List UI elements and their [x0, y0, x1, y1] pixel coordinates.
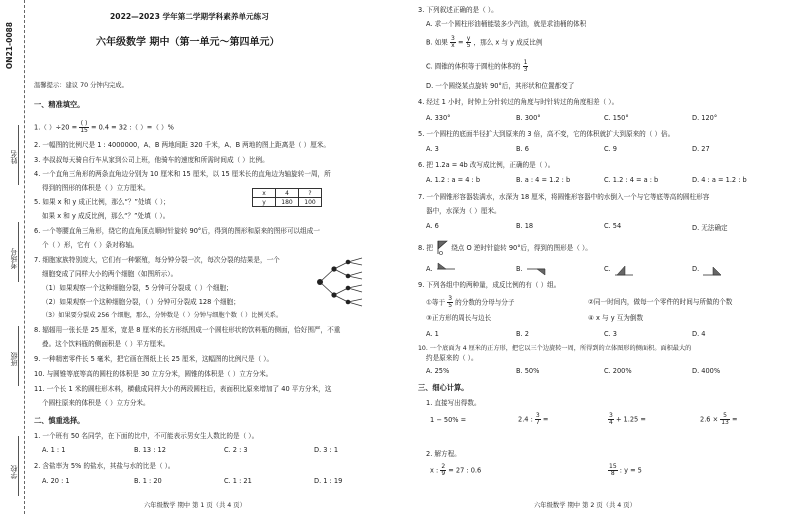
exam-code: ON21-0088	[5, 22, 14, 70]
xy-cell: 180	[276, 198, 299, 207]
exam-title: 2022—2023 学年第二学期学科素养单元练习	[110, 12, 269, 21]
s1-q8a: 8. 辐辐用一张长是 25 厘米，宽是 8 厘米的长方形纸围成一个圆柱形状的饮料瓶的侧面，恰好围严，不重	[34, 326, 341, 334]
s3-eq2-frac: $\frac{15}{8}$	[609, 463, 617, 477]
s1-q1	[34, 121, 174, 134]
s2-q8-option-d[interactable]	[692, 262, 723, 276]
s2-q4-option-b[interactable]: B. 300°	[516, 114, 541, 122]
s1-q5b: 如果 x 和 y 成反比例，那么“？”处填（ ）。	[42, 212, 170, 220]
s2-q3-d: D. 一个圆绕某点旋转 90°后，其形状和位置都变了	[426, 82, 575, 90]
room-label: 考场号	[10, 248, 18, 269]
s2-q8-option-b[interactable]	[516, 262, 547, 276]
s2-q10-option-b[interactable]: B. 50%	[516, 367, 540, 375]
class-line	[18, 326, 19, 386]
s2-q1-option-d[interactable]: D. 3 : 1	[314, 446, 339, 454]
s1-q1-text: 1.（ ）÷20 =	[34, 123, 78, 132]
s1-q7d: （2）如果观察一个这种细胞分裂，（ ）分钟可分裂成 128 个细胞；	[42, 298, 240, 306]
s2-q10a: 10. 一个底面为 4 厘米的正方形，把它以三个边旋转一周，所得到的立体图形的侧面积。面积最大的	[418, 345, 692, 352]
s2-q8	[418, 240, 592, 256]
s2-q1-option-a[interactable]: A. 1 : 1	[42, 446, 66, 454]
svg-text:O: O	[439, 251, 444, 256]
s2-q10-option-d[interactable]: D. 400%	[692, 367, 721, 375]
s2-q6: 6. 把 1.2a = 4b 改写成比例，正确的是（ ）。	[418, 161, 555, 169]
section3-title: 三、细心计算。	[418, 383, 469, 392]
s2-q7-option-b[interactable]: B. 18	[516, 222, 534, 230]
s1-q6b: 个（ ）形，它有（ ）条对称轴。	[42, 241, 139, 249]
s3-expr1: 1 − 50% =	[430, 416, 467, 424]
s1-q7b: 细胞变成了同样大小的两个细胞（如图所示）。	[42, 270, 178, 278]
s2-q9-item1-frac: $\frac{3}{5}$	[448, 295, 453, 309]
s2-q10-option-c[interactable]: C. 200%	[604, 367, 632, 375]
s1-q7e: （3）如果要分裂成 256 个细胞，那么，分钟数是（ ）分钟与细胞个数（ ）比例关系。	[42, 312, 283, 319]
s3-expr4: 2.6 × $\frac{5}{13}$ =	[700, 412, 738, 426]
flag-shape-icon	[435, 240, 449, 256]
s2-q3-b-lead: B. 如果	[426, 38, 448, 47]
s2-q2-option-b[interactable]: B. 1 : 20	[134, 477, 162, 485]
xy-cell: x	[253, 189, 276, 198]
s2-q9-option-d[interactable]: D. 4	[692, 330, 706, 338]
footer-right: 六年级数学 期中 第 2 页（共 4 页）	[534, 502, 636, 509]
s2-q9: 9. 下列各组中的两种量，成反比例的有（ ）组。	[418, 281, 561, 289]
s3-eq1-tail: = 27 : 0.6	[448, 466, 482, 475]
s2-q3-b-tail: ，那么 x 与 y 成反比例	[473, 38, 543, 47]
s2-q10-option-a[interactable]: A. 25%	[426, 367, 450, 375]
class-label: 班级	[10, 352, 18, 366]
s2-q3: 3. 下列叙述正确的是（ ）。	[418, 6, 498, 14]
s1-q7a: 7. 细胞家族特别庞大，它们有一种繁殖，每分钟分裂一次，每次分裂的结果是，一个	[34, 256, 280, 264]
s2-q3-c-text: C. 圆锥的体积等于圆柱的体积的	[426, 62, 521, 71]
s3-expr4-frac: $\frac{5}{13}$	[721, 412, 729, 426]
xy-table	[252, 188, 322, 207]
xy-cell: 4	[276, 189, 299, 198]
xy-cell: 100	[299, 198, 322, 207]
s2-q9-option-a[interactable]: A. 1	[426, 330, 439, 338]
s2-q2: 2. 含盐率为 5% 的盐水，其盐与水的比是（ ）。	[34, 462, 175, 470]
s2-q9-item1-lead: ①等于	[426, 298, 446, 307]
s2-q9-item4: ④ x 与 y 互为倒数	[588, 314, 644, 322]
s2-q6-option-c[interactable]: C. 1.2 : 4 = a : b	[604, 176, 659, 184]
s2-q2-option-c[interactable]: C. 1 : 21	[224, 477, 252, 485]
binding-dash-line	[24, 0, 25, 514]
s1-q11a: 11. 一个长 1 米的圆柱形木料，横截成同样大小的两段圆柱后，表面积比原来增加了 40 平方分米，这	[34, 385, 332, 393]
s3-eq1-frac: $\frac{2}{9}$	[441, 463, 446, 477]
s3-expr3-frac: $\frac{3}{4}$	[609, 412, 613, 426]
name-line	[18, 125, 19, 185]
s2-q1-option-b[interactable]: B. 13 : 12	[134, 446, 166, 454]
s2-q4-option-c[interactable]: C. 150°	[604, 114, 629, 122]
s2-q3-c	[426, 60, 528, 73]
s3-eq2-tail: : y = 5	[619, 466, 642, 475]
school-line	[18, 436, 19, 496]
rotated-flag-d-icon	[701, 262, 723, 276]
s2-q1: 1. 一个班有 50 名同学，在下面的比中，不可能表示男女生人数比的是（ ）。	[34, 432, 259, 440]
s1-q6a: 6. 一个等腰直角三角形，绕它的直角顶点顺时针旋转 90°后，得到的图形和原来的图形可以组成一	[34, 227, 320, 235]
s1-q3: 3. 李叔叔每天骑自行车从家到公司上班，他骑车的速度和所需时间成（ ）比例。	[34, 156, 269, 164]
s1-q1-text2: = 0.4 = 32 :（ ）=（ ）%	[90, 123, 174, 132]
s1-q1-fraction: $\frac{( )}{15}$	[80, 120, 88, 134]
s2-q1-option-c[interactable]: C. 2 : 3	[224, 446, 248, 454]
s1-q4a: 4. 一个直角三角形的两条直角边分别为 10 厘米和 15 厘米，以 15 厘米长的直角边为轴旋转一周，所	[34, 170, 331, 178]
s3-part2: 2. 解方程。	[426, 450, 461, 458]
option-label: C.	[604, 265, 611, 273]
s3-expr2-frac: $\frac{3}{7}$	[535, 412, 540, 426]
s2-q9-option-b[interactable]: B. 2	[516, 330, 529, 338]
s3-expr2-lead: 2.4 :	[518, 415, 533, 424]
s2-q9-option-c[interactable]: C. 3	[604, 330, 617, 338]
s3-eq1-lead: x :	[430, 466, 439, 475]
s3-part1: 1. 直接写出得数。	[426, 399, 481, 407]
cell-division-diagram	[312, 254, 372, 310]
s2-q8-option-c[interactable]	[604, 262, 635, 276]
name-label: 姓名	[10, 150, 18, 164]
s2-q3-a: A. 求一个圆柱形油桶能装多少汽油，就是求油桶的体积	[426, 20, 587, 28]
s2-q6-option-d[interactable]: D. 4 : a = 1.2 : b	[692, 176, 747, 184]
s2-q9-item1-tail: 的分数的分母与分子	[455, 298, 515, 307]
s2-q6-option-a[interactable]: A. 1.2 : a = 4 : b	[426, 176, 481, 184]
s2-q9-item1	[426, 296, 515, 309]
s2-q7a: 7. 一个圆锥形容器装满水，水深为 18 厘米，将圆锥形容器中的水倒入一个与它等底等高的圆柱形容	[418, 193, 710, 201]
s2-q3-b-frac1: $\frac{3}{x}$	[451, 35, 455, 49]
s2-q3-b: B. 如果 $\frac{3}{x}$ = $\frac{y}{5}$ ，那么 x 与 y 成反比例	[426, 35, 543, 49]
s1-q9: 9. 一种精密零件长 5 毫米，把它画在图纸上长 25 厘米，这幅图的比例尺是（ ）。	[34, 355, 274, 363]
s2-q8-tail: 绕点 O 逆时针旋转 90°后，得到的图形是（ ）。	[451, 244, 592, 252]
s2-q5-option-b[interactable]: B. 6	[516, 145, 529, 153]
section1-title: 一、精准填空。	[34, 100, 85, 109]
s2-q7-option-d[interactable]: D. 无法确定	[692, 224, 728, 232]
s2-q5: 5. 一个圆柱的底面半径扩大到原来的 3 倍，高不变，它的体积就扩大到原来的（ ）倍。	[418, 130, 675, 138]
s2-q7b: 器中，水深为（ ）厘米。	[426, 207, 501, 215]
s1-q2: 2. 一幅图的比例尺是 1 : 4000000，A、B 两地间距 320 千米，A、B 两地的图上距离是（ ）厘米。	[34, 141, 330, 149]
s2-q7-option-a[interactable]: A. 6	[426, 222, 439, 230]
s2-q2-option-a[interactable]: A. 20 : 1	[42, 477, 70, 485]
s2-q4-option-a[interactable]: A. 330°	[426, 114, 451, 122]
s2-q9-item2: ②同一时间内，做每一个零件的时间与所做的个数	[588, 298, 733, 306]
room-line	[18, 222, 19, 282]
s2-q6-option-b[interactable]: B. a : 4 = 1.2 : b	[516, 176, 571, 184]
s2-q8-option-a[interactable]	[426, 262, 457, 276]
option-label: D.	[692, 265, 700, 273]
s2-q4: 4. 经过 1 小时，时钟上分针转过的角度与时针转过的角度相差（ ）。	[418, 98, 619, 106]
s3-expr3-tail: + 1.25 =	[615, 415, 646, 424]
s1-q5a: 5. 如果 x 和 y 成正比例，那么“？”处填（ ）；	[34, 198, 170, 206]
s2-q10b: 约是原来的（ ）。	[426, 354, 478, 362]
section2-title: 二、慎重选择。	[34, 416, 85, 425]
option-label: B.	[516, 265, 523, 273]
s2-q2-option-d[interactable]: D. 1 : 19	[314, 477, 343, 485]
s2-q4-option-d[interactable]: D. 120°	[692, 114, 718, 122]
s3-eq1	[430, 464, 481, 477]
s2-q7-option-c[interactable]: C. 54	[604, 222, 622, 230]
rotated-flag-c-icon	[613, 262, 635, 276]
s2-q5-option-d[interactable]: D. 27	[692, 145, 710, 153]
rotated-flag-b-icon	[525, 262, 547, 276]
s2-q5-option-a[interactable]: A. 3	[426, 145, 439, 153]
xy-cell: y	[253, 198, 276, 207]
xy-cell: ?	[299, 189, 322, 198]
footer-left: 六年级数学 期中 第 1 页（共 4 页）	[144, 502, 246, 509]
s2-q5-option-c[interactable]: C. 9	[604, 145, 617, 153]
school-label: 学校	[10, 465, 18, 479]
s3-expr3	[608, 413, 646, 426]
s1-q4b: 得到的图形的体积是（ ）立方厘米。	[42, 184, 150, 192]
s1-q7c: （1）如果观察一个这种细胞分裂，5 分钟可分裂成（ ）个细胞；	[42, 284, 233, 292]
s1-q10: 10. 与圆锥等底等高的圆柱的体积是 30 立方分米，圆锥的体积是（ ）立方分米。	[34, 370, 273, 378]
exam-subtitle: 六年级数学 期中（第一单元～第四单元）	[96, 37, 280, 48]
s2-q3-b-frac2: $\frac{y}{5}$	[466, 35, 471, 49]
s3-expr4-lead: 2.6 ×	[700, 415, 719, 424]
hint-text: 温馨提示：建议 70 分钟内完成。	[34, 82, 128, 89]
s2-q9-item3: ③正方形的周长与边长	[426, 314, 492, 322]
rotated-flag-a-icon	[435, 262, 457, 276]
s3-eq2	[608, 464, 642, 477]
s1-q8b: 叠。这个饮料瓶的侧面积是（ ）平方厘米。	[42, 340, 170, 348]
s3-expr2: 2.4 : $\frac{3}{7}$ =	[518, 412, 549, 426]
s2-q8-lead: 8. 把	[418, 244, 433, 252]
s2-q3-c-frac: $\frac{1}{3}$	[523, 59, 528, 73]
option-label: A.	[426, 265, 433, 273]
s1-q11b: 个圆柱原来的体积是（ ）立方分米。	[42, 399, 150, 407]
